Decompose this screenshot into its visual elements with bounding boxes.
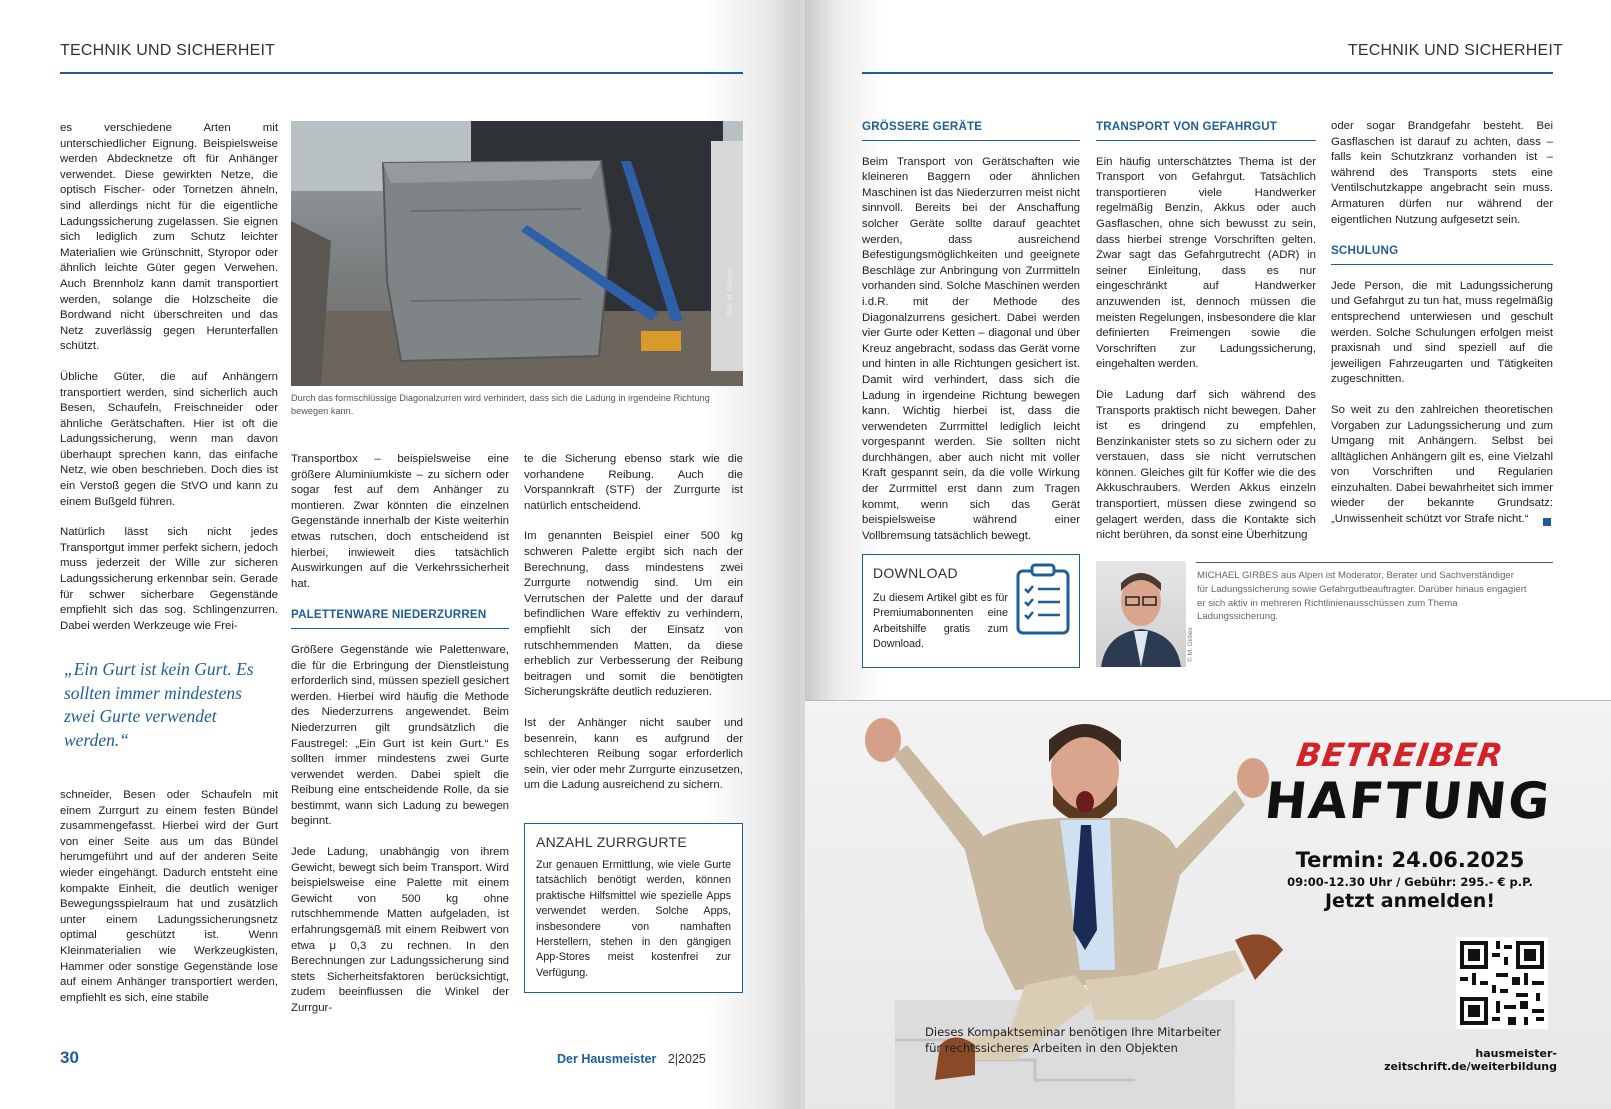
paragraph: es verschiedene Arten mit unterschiedlicher Eignung. Beispielsweise werden Abdecknetze oft für Anhänger verwendet. Diese gewirkten Netze, die optisch Fischer- oder Tornetzen ähneln, sind allerdings nicht für die eigentliche Ladungssicherung zugelassen. Sie eignen sich lediglich zum Schutz leichter Materialien wie Grünschnitt, Styropor oder ähnlich leichte Güter gegen Verwehen. Auch Brennholz kann damit transportiert werden, solange die Holzscheite die Bordwand nicht überschreiten und das Netz zuverlässig gegen Herunterfallen schützt. <box>60 122 278 353</box>
column-2 <box>291 452 509 1032</box>
issue-number: 2|2025 <box>667 1052 706 1066</box>
column-3 <box>1331 119 1553 543</box>
author-photo <box>1096 561 1186 667</box>
ad-kicker: BETREIBER <box>1294 736 1506 774</box>
magazine-footer <box>557 1052 706 1066</box>
left-page <box>0 0 800 1109</box>
info-box-title: ANZAHL ZURRGURTE <box>536 834 688 850</box>
download-box[interactable] <box>862 554 1080 668</box>
photo-caption: Durch das formschlüssige Diagonalzurren wird verhindert, dass sich die Ladung in irgendeine Richtung bewegen kann. <box>291 393 710 416</box>
column-2 <box>1096 119 1316 559</box>
paragraph: Jede Ladung, unabhängig von ihrem Gewicht, bewegt sich beim Transport. Wird beispielsweise eine Palette mit einem Gewicht von 500 kg ohne rutschhemmende Matten aufgeladen, ist erfahrungsgemäß mit einem Reibwert von etwa μ 0,3 zu rechnen. In den Berechnungen zur Ladungssicherung sind stets Sicherheitsfaktoren berücksichtigt, zudem beeinflussen die Winkel der Zurrgur- <box>291 846 509 1014</box>
subheading: SCHULUNG <box>1331 243 1553 265</box>
subheading: GRÖSSERE GERÄTE <box>862 119 1080 141</box>
article-photo <box>291 121 743 386</box>
info-box-text: Zur genauen Ermittlung, wie viele Gurte tatsächlich benötigt werden, können praktische Hilfsmittel wie spezielle Apps verwendet werden. Solche Apps, insbesondere von namhaften Herstellern, stehen in den gängigen App-Stores meist kostenfrei zur Verfügung. <box>536 859 731 979</box>
author-rule <box>1196 562 1553 563</box>
paragraph: Jede Person, die mit Ladungssicherung und Gefahrgut zu tun hat, muss regelmäßig entsprechend unterwiesen und geschult werden. Solche Schulungen erfolgen meist praxisnah und sind speziell auf die jeweiligen Fahrzeugarten und Tätigkeiten zugeschnitten. <box>1331 279 1553 386</box>
qr-code[interactable] <box>1456 937 1548 1029</box>
magazine-name: Der Hausmeister <box>557 1052 657 1066</box>
author-portrait <box>1096 561 1186 667</box>
section-header: TECHNIK UND SICHERHEIT <box>60 42 276 59</box>
subheading: TRANSPORT VON GEFAHRGUT <box>1096 119 1316 141</box>
section-header: TECHNIK UND SICHERHEIT <box>1347 42 1563 59</box>
paragraph: Die Ladung darf sich während des Transports praktisch nicht bewegen. Daher ist es dringend zu empfehlen, Benzinkanister stets so zu sichern oder zu verstauen, dass sie nicht verrutschen können. Gleiches gilt für Koffer wie die des Akkuschraubers. Werden Akkus einzeln transportiert, müssen diese zwingend so gelagert werden, dass die Kontakte sich nicht berühren, da sonst eine Überhitzung <box>1096 388 1316 542</box>
paragraph: Ist der Anhänger nicht sauber und besenrein, kann es aufgrund der schlechteren Reibung sogar erforderlich sein, vier oder mehr Zurrgurte einzusetzen, um die Ladung ausreichend zu sichern. <box>524 716 743 792</box>
subheading: PALETTENWARE NIEDERZURREN <box>291 607 509 629</box>
download-text: Zu diesem Artikel gibt es für Premiumabonnenten eine Arbeitshilfe gratis zum Download. <box>873 592 1008 651</box>
column-1 <box>60 121 278 649</box>
ad-headline: HAFTUNG <box>1261 772 1555 830</box>
column-1 <box>862 119 1080 559</box>
column-1-continued <box>60 788 278 1021</box>
ad-headline-block <box>1261 736 1555 830</box>
ad-date: Termin: 24.06.2025 <box>1295 848 1525 872</box>
column-3 <box>524 452 743 809</box>
ad-bottom-text: Dieses Kompaktseminar benötigen Ihre Mitarbeiter für rechtssicheres Arbeiten in den Objekten <box>925 1025 1222 1055</box>
paragraph: Transportbox – beispielsweise eine größere Aluminiumkiste – zu sichern oder sogar fest auf dem Anhänger zu montieren. Zwar könnten die einzelnen Gegenstände innerhalb der Kiste weiterhin etwas rutschen, doch entscheidend ist hierbei, inwieweit dies tatsächlich Auswirkungen auf die Verkehrssicherheit hat. <box>291 453 509 590</box>
download-title: DOWNLOAD <box>873 565 958 581</box>
ad-details: 09:00-12.30 Uhr / Gebühr: 295.- € p.P. <box>1287 875 1533 889</box>
paragraph: Übliche Güter, die auf Anhängern transportiert werden, sind sicherlich auch Besen, Schaufeln, Freischneider oder ähnliche Gerätschaften. Hier ist oft die Ladungssicherung, wenn man davon überhaupt sprechen kann, das einfache Netz, wie oben beschrieben. Doch dies ist ein Verstoß gegen die StVO und kann zu einem Bußgeld führen. <box>60 370 278 508</box>
paragraph: oder sogar Brandgefahr besteht. Bei Gasflaschen ist darauf zu achten, dass – falls kein Schutzkranz vorhanden ist – während des Transports stets eine Ventilschutzkappe angebracht sein muss. Armaturen dürfen nur während der eigentlichen Nutzung aufgesetzt sein. <box>1331 120 1553 226</box>
header-rule <box>862 72 1553 74</box>
photo-illustration <box>291 121 743 386</box>
paragraph: Größere Gegenstände wie Palettenware, die für die Erbringung der Dienstleistung erforderlich sind, müssen speziell gesichert werden. Hierbei wird häufig die Methode des Niederzurrens angewendet. Beim Niederzurren gilt grundsätzlich die Faustregel: „Ein Gurt ist kein Gurt.“ Es sollten immer mindestens zwei Gurte verwendet werden. Dabei spielt die Reibung eine entscheidende Rolle, da sie bestimmt, wann sich Ladung zu bewegen beginnt. <box>291 643 509 828</box>
pull-quote: „Ein Gurt ist kein Gurt. Es sollten immer mindestens zwei Gurte verwendet werden.“ <box>64 659 254 750</box>
ad-cta[interactable]: Jetzt anmelden! <box>1324 890 1496 912</box>
author-photo-credit: © M. Girbes <box>1187 627 1194 662</box>
seminar-advertisement[interactable] <box>805 700 1611 1109</box>
ad-url-link[interactable]: hausmeister-zeitschrift.de/weiterbildung <box>1384 1047 1557 1073</box>
author-bio-text: aus Alpen ist Moderator, Berater und Sachverständiger für Ladungssicherung sowie Gefahrgutbeauftragter. Darüber hinaus engagiert er sich aktiv in mehreren Richtlinienausschüssen zum Thema Ladungssicherung. <box>1197 570 1527 623</box>
photo-credit: Bild: M. Girbes <box>727 270 734 316</box>
paragraph: schneider, Besen oder Schaufeln mit einem Zurrgurt zu einem festen Bündel zusammengefasst. Hierbei wird der Gurt von einer Seite aus um das Bündel herumgeführt und auf der anderen Seite wieder eingehängt. Dadurch entsteht eine kompakte Einheit, die deutlich weniger Bewegungsspielraum hat und zusätzlich unter einem Ladungssicherungsnetz optimal geschützt ist. Wenn Kleinmaterialien wie Werkzeugkisten, Hammer oder sonstige Gegenstände lose auf einem Anhänger transportiert werden, empfiehlt es sich, eine stabile <box>60 789 278 1004</box>
header-rule <box>60 72 743 74</box>
page-number: 30 <box>60 1048 79 1067</box>
paragraph: Ein häufig unterschätztes Thema ist der Transport von Gefahrgut. Tatsächlich transportieren viele Handwerker regelmäßig Benzin, Akkus oder auch Gasflaschen, ohne sich bewusst zu sein, dass hierbei strenge Vorschriften gelten. Zwar sagt das Gefahrgutrecht (ADR) in seiner Einleitung, dass es nur eingeschränkt auf Handwerker anzuwenden ist, dennoch müssen die meisten Regelungen, insbesondere die klar definierten Freimengen sowie die Vorschriften zur Ladungssicherung, eingehalten werden. <box>1096 155 1316 371</box>
paragraph: Beim Transport von Gerätschaften wie kleineren Baggern oder ähnlichen Maschinen ist das Niederzurren meist nicht sinnvoll. Bereits bei der Anschaffung solcher Geräte sollte darauf geachtet werden, dass ausreichend Befestigungsmöglichkeiten und geeignete Beschläge zur Anbringung von Zurrmitteln vorhanden sind. Solche Maschinen werden i.d.R. mit der Methode des Diagonalzurrens gesichert. Dabei werden vier Gurte oder Ketten – diagonal und über Kreuz angebracht, sodass das Gerät vorne und hinten in alle Richtungen gesichert ist. Damit wird verhindert, dass sich die Ladung in irgendeine Richtung bewegen kann. Wichtig hierbei ist, dass die verwendeten Zurrmittel lediglich leicht vorgespannt werden. Sie sollten nicht durchhängen, aber auch nicht mit voller Kraft gespannt sein, da die volle Wirkung der Zurrmittel erst dann zum Tragen kommt, wenn sich das Gerät beispielsweise während einer Vollbremsung tatsächlich bewegt. <box>862 155 1080 542</box>
info-box <box>524 823 743 993</box>
author-bio <box>1197 569 1527 624</box>
author-name: MICHAEL GIRBES <box>1197 570 1279 581</box>
paragraph: Natürlich lässt sich nicht jedes Transportgut immer perfekt sichern, jedoch muss jederzeit der Wille zur sicheren Ladungssicherung erkennbar sein. Gerade für schwer sicherbare Gegenstände empfiehlt sich das sog. Schlingenzurren. Dabei werden Werkzeuge wie Frei- <box>60 526 278 632</box>
paragraph: Im genannten Beispiel einer 500 kg schweren Palette ergibt sich nach der Berechnung, dass mindestens zwei Zurrgurte notwendig sind. Um ein Verrutschen der Palette und der darauf befindlichen Ware effektiv zu verhindern, empfiehlt sich der Einsatz von rutschhemmenden Matten, da diese erheblich zur Verbesserung der Reibung beitragen und somit die benötigten Sicherungskräfte deutlich reduzieren. <box>524 530 743 699</box>
qr-code-icon <box>1456 937 1548 1029</box>
paragraph: te die Sicherung ebenso stark wie die vorhandene Reibung. Auch die Vorspannkraft (STF) der Zurrgurte ist natürlich entscheidend. <box>524 453 743 512</box>
paragraph: So weit zu den zahlreichen theoretischen Vorgaben zur Ladungssicherung und zum Umgang mit Anhängern. Selbst bei alltäglichen Anhängern gilt es, eine Vielzahl von Vorschriften und Regularien einzuhalten. Dabei bewahrheitet sich immer wieder der bekannte Grundsatz: „Unwissenheit schützt vor Strafe nicht.“ <box>1331 403 1553 526</box>
checklist-icon <box>1014 563 1072 635</box>
end-mark-icon <box>1543 518 1551 526</box>
